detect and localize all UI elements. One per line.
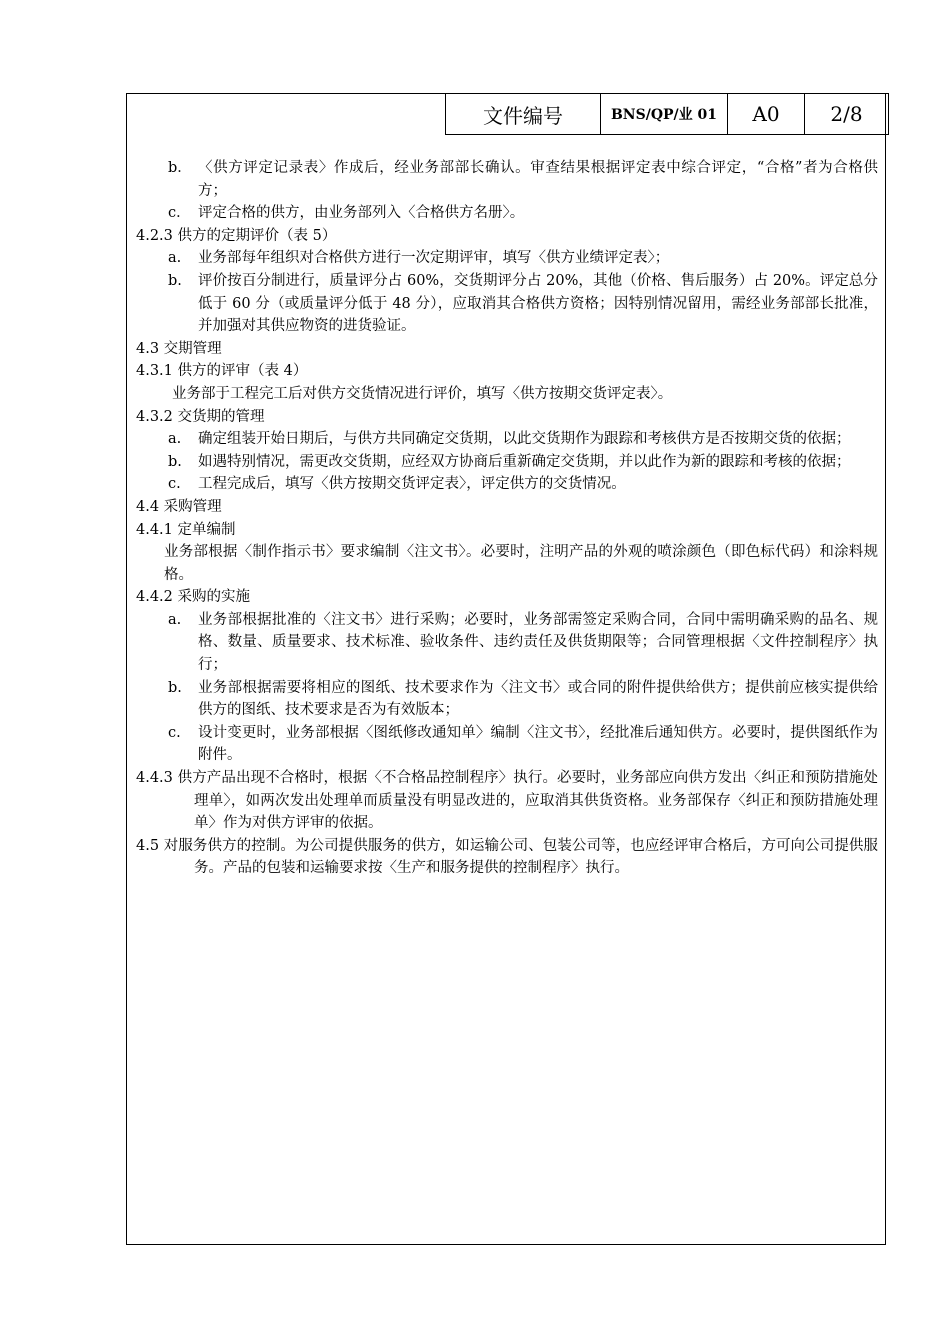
section-heading-4-3: 4.3 交期管理 — [136, 340, 222, 357]
list-marker: a. — [168, 431, 182, 448]
section-4-5-paragraph: 4.5 对服务供方的控制。为公司提供服务的供方，如运输公司、包装公司等，也应经评审合格后，方可向公司提供服务。产品的包装和运输要求按〈生产和服务提供的控制程序〉执行。 — [136, 837, 878, 877]
doc-number-label: 文件编号 — [446, 94, 601, 135]
list-item — [136, 270, 878, 338]
section-heading-4-3-1: 4.3.1 供方的评审（表 4） — [136, 363, 308, 380]
list-text: 如遇特别情况，需更改交货期，应经双方协商后重新确定交货期，并以此作为新的跟踪和考核的依据； — [198, 453, 851, 470]
list-marker: a. — [168, 250, 182, 267]
section-heading-4-4-1: 4.4.1 定单编制 — [136, 521, 236, 538]
list-marker: b. — [168, 272, 182, 289]
section-heading-4-2-3: 4.2.3 供方的定期评价（表 5） — [136, 227, 337, 244]
list-marker: c. — [168, 476, 181, 493]
list-text: 设计变更时，业务部根据〈图纸修改通知单〉编制〈注文书〉，经批准后通知供方。必要时，提供图纸作为附件。 — [198, 724, 878, 764]
list-marker: b. — [168, 453, 182, 470]
list-text: 评定合格的供方，由业务部列入〈合格供方名册〉。 — [198, 205, 525, 222]
list-item — [136, 722, 878, 767]
list-marker: b. — [168, 679, 182, 696]
list-text: 业务部根据批准的〈注文书〉进行采购；必要时，业务部需签定采购合同，合同中需明确采购的品名、规格、数量、质量要求、技术标准、验收条件、违约责任及供货期限等；合同管理根据〈文件控制程序〉执行； — [198, 611, 878, 674]
doc-revision: A0 — [728, 94, 805, 135]
list-item — [136, 609, 878, 677]
section-heading-4-4-2: 4.4.2 采购的实施 — [136, 589, 251, 606]
list-marker: c． — [168, 205, 191, 222]
section-heading-4-4: 4.4 采购管理 — [136, 498, 222, 515]
list-marker: a. — [168, 611, 182, 628]
list-item — [136, 677, 878, 722]
list-item — [136, 428, 878, 451]
list-item — [136, 247, 878, 270]
document-header-table — [445, 93, 889, 135]
list-item — [136, 451, 878, 474]
paragraph: 业务部根据〈制作指示书〉要求编制〈注文书〉。必要时，注明产品的外观的喷涂颜色（即色标代码）和涂料规格。 — [164, 544, 878, 583]
list-text: 〈供方评定记录表〉作成后，经业务部部长确认。审查结果根据评定表中综合评定，“合格”者为合格供方； — [198, 160, 878, 199]
document-body — [136, 157, 878, 880]
list-text: 工程完成后，填写〈供方按期交货评定表〉，评定供方的交货情况。 — [198, 476, 626, 493]
list-text: 评价按百分制进行，质量评分占 60%，交货期评分占 20%，其他（价格、售后服务）占 20%。评定总分低于 60 分（或质量评分低于 48 分），应取消其合格供方资格；因特别情况留用，需经业务部部长批准，并加强对其供应物资的进货验证。 — [198, 272, 878, 335]
section-4-4-3-paragraph: 4.4.3 供方产品出现不合格时，根据〈不合格品控制程序〉执行。必要时，业务部应向供方发出〈纠正和预防措施处理单〉，如两次发出处理单而质量没有明显改进的，应取消其供货资格。业务部保存〈纠正和预防措施处理单〉作为对供方评审的依据。 — [136, 770, 878, 832]
doc-code: BNS/QP/业 01 — [601, 94, 728, 135]
list-item — [136, 157, 878, 202]
page-number: 2/8 — [805, 94, 889, 135]
list-item — [136, 473, 878, 496]
list-text: 确定组装开始日期后，与供方共同确定交货期，以此交货期作为跟踪和考核供方是否按期交货的依据； — [198, 431, 851, 448]
list-item — [136, 202, 878, 225]
section-heading-4-3-2: 4.3.2 交货期的管理 — [136, 408, 265, 425]
list-text: 业务部根据需要将相应的图纸、技术要求作为〈注文书〉或合同的附件提供给供方；提供前应核实提供给供方的图纸、技术要求是否为有效版本； — [198, 679, 878, 719]
list-marker: c. — [168, 724, 181, 741]
list-marker: b． — [168, 160, 192, 176]
paragraph: 业务部于工程完工后对供方交货情况进行评价，填写〈供方按期交货评定表〉。 — [172, 385, 673, 402]
list-text: 业务部每年组织对合格供方进行一次定期评审，填写〈供方业绩评定表〉； — [198, 250, 670, 267]
